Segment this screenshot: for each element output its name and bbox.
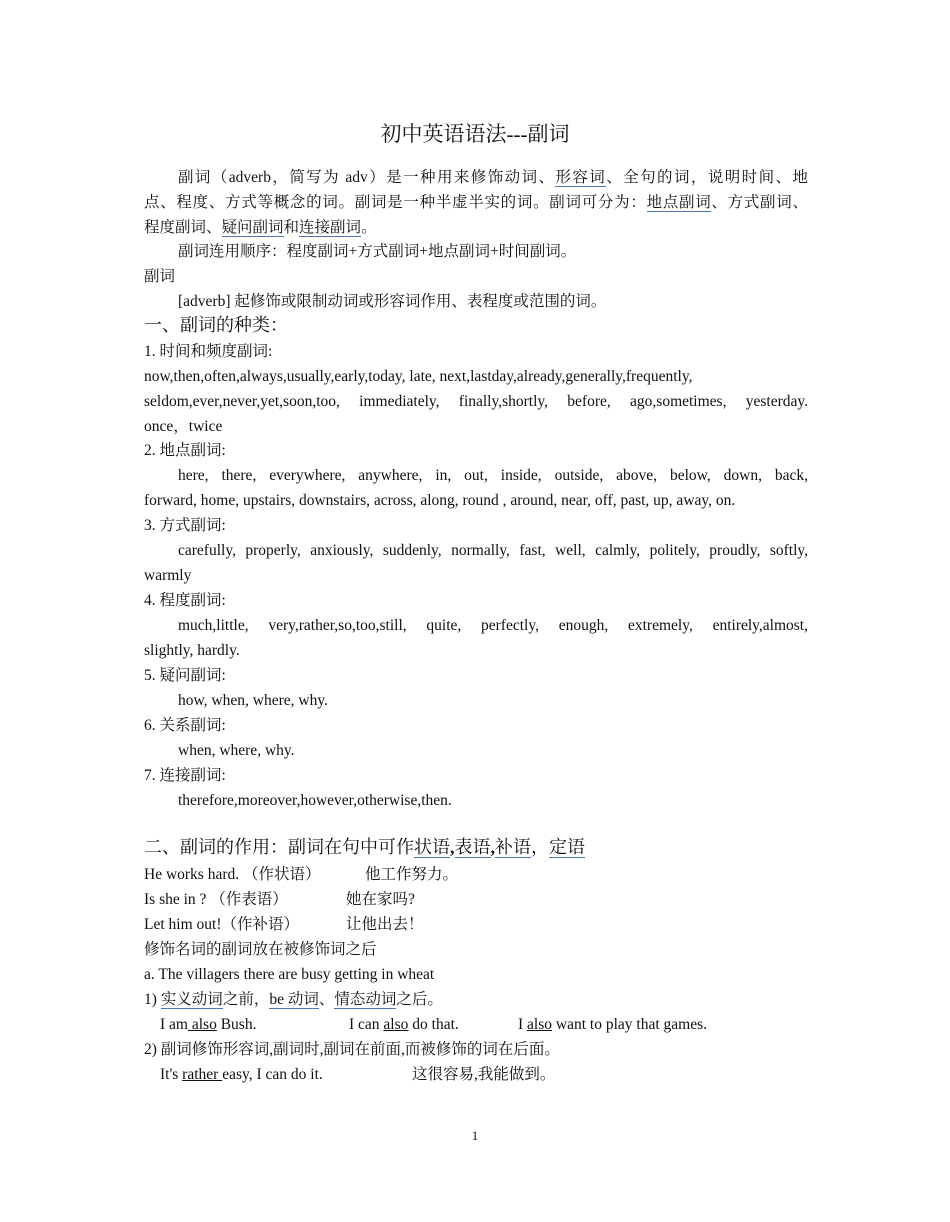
category-6-line-1: when, where, why.	[178, 742, 295, 759]
underlined-word: rather	[182, 1066, 223, 1083]
link-modal-verb[interactable]: 情态动词	[334, 991, 397, 1008]
example-english: He works hard. （作状语）	[144, 866, 321, 883]
category-1-label: 1. 时间和频度副词:	[144, 343, 273, 360]
text: 二、副词的作用：副词在句中可作	[144, 837, 414, 857]
example-2	[144, 890, 808, 910]
document-title: 初中英语语法---副词	[380, 122, 570, 146]
underlined-word: also	[187, 1016, 217, 1033]
link-notional-verb[interactable]: 实义动词	[160, 991, 223, 1008]
text: do that.	[408, 1016, 459, 1033]
text: 之前，	[222, 991, 270, 1008]
text: ,	[490, 837, 495, 857]
text: 点、程度、方式等概念的词。副词是一种半虚半实的词。副词可分为：	[144, 194, 647, 211]
example-sentence-1	[160, 1015, 256, 1035]
category-3-line-2: warmly	[144, 567, 192, 584]
text: 、方式副词、	[711, 194, 808, 211]
text: 、	[318, 991, 335, 1008]
category-5-label: 5. 疑问副词:	[144, 667, 226, 684]
text: I	[518, 1016, 528, 1033]
section2-heading	[144, 837, 808, 857]
text: 之后。	[396, 991, 443, 1008]
category-2-label: 2. 地点副词:	[144, 442, 226, 459]
example-1	[144, 865, 808, 885]
intro-line-1	[178, 168, 808, 188]
page-number: 1	[471, 1128, 479, 1143]
example-sentence-english	[160, 1065, 323, 1085]
category-1-line-2: seldom,ever,never,yet,soon,too, immediately, finally,shortly, before, ago,sometimes, yesterday.	[144, 393, 808, 410]
category-6-label: 6. 关系副词:	[144, 717, 226, 734]
category-4-line-1: much,little, very,rather,so,too,still, quite, perfectly, enough, extremely, entirely,almost,	[178, 617, 808, 634]
underlined-word: also	[527, 1016, 553, 1033]
link-place-adverb[interactable]: 地点副词	[646, 194, 712, 211]
text: ,	[450, 837, 455, 857]
example-sentence-chinese: 这很容易,我能做到。	[412, 1066, 556, 1083]
category-3-label: 3. 方式副词:	[144, 517, 226, 534]
link-attributive[interactable]: 定语	[549, 837, 585, 857]
text: easy, I can do it.	[222, 1066, 323, 1083]
example-english: Let him out!（作补语）	[144, 916, 299, 933]
text: 程度副词、	[144, 219, 222, 236]
text: ，	[531, 837, 549, 857]
text: want to play that games.	[552, 1016, 707, 1033]
category-7-line-1: therefore,moreover,however,otherwise,then.	[178, 792, 452, 809]
postposition-note: 修饰名词的副词放在被修饰词之后	[144, 941, 377, 958]
link-complement[interactable]: 补语	[495, 837, 531, 857]
text: 、全句的词，说明时间、地	[606, 169, 808, 186]
term-word: 副词	[144, 268, 176, 285]
adverb-order: 副词连用顺序：程度副词+方式副词+地点副词+时间副词。	[178, 243, 577, 260]
category-3-line-1: carefully, properly, anxiously, suddenly, normally, fast, well, calmly, politely, proudly, softly,	[178, 542, 808, 559]
example-chinese: 他工作努力。	[365, 866, 459, 883]
text: 。	[361, 219, 377, 236]
text: I am	[160, 1016, 188, 1033]
term-definition: [adverb] 起修饰或限制动词或形容词作用、表程度或范围的词。	[178, 293, 607, 310]
category-1-line-1: now,then,often,always,usually,early,today, late, next,lastday,already,generally,frequently,	[144, 368, 693, 385]
category-1-line-3: once，twice	[144, 418, 223, 435]
example-3	[144, 915, 808, 935]
category-4-line-2: slightly, hardly.	[144, 642, 240, 659]
link-adjective[interactable]: 形容词	[555, 169, 607, 186]
link-predicative[interactable]: 表语	[454, 837, 491, 857]
section1-heading: 一、副词的种类：	[144, 315, 288, 335]
link-conjunctive-adverb[interactable]: 连接副词	[299, 219, 362, 236]
example-chinese: 让他出去！	[346, 916, 424, 933]
category-2-line-2: forward, home, upstairs, downstairs, across, along, round , around, near, off, past, up, away, on.	[144, 492, 736, 509]
text: Bush.	[216, 1016, 257, 1033]
text: It's	[160, 1066, 183, 1083]
rule-1	[144, 990, 808, 1010]
category-7-label: 7. 连接副词:	[144, 767, 226, 784]
text: 和	[283, 219, 300, 236]
example-sentence-2	[349, 1015, 459, 1035]
example-english: Is she in ? （作表语）	[144, 891, 288, 908]
underlined-word: also	[383, 1016, 409, 1033]
link-adverbial[interactable]: 状语	[414, 837, 450, 857]
category-4-label: 4. 程度副词:	[144, 592, 226, 609]
text: 1)	[144, 991, 161, 1008]
rule-2: 2) 副词修饰形容词,副词时,副词在前面,而被修饰的词在后面。	[144, 1041, 560, 1058]
intro-line-2	[144, 193, 808, 213]
link-interrogative-adverb[interactable]: 疑问副词	[221, 219, 284, 236]
text: I can	[349, 1016, 384, 1033]
example-chinese: 她在家吗?	[346, 891, 415, 908]
text: 副词（adverb，简写为 adv）是一种用来修饰动词、	[178, 169, 556, 186]
example-sentence-3	[518, 1015, 707, 1035]
link-be-verb[interactable]: be 动词	[269, 991, 319, 1008]
category-5-line-1: how, when, where, why.	[178, 692, 328, 709]
category-2-line-1: here, there, everywhere, anywhere, in, out, inside, outside, above, below, down, back,	[178, 467, 808, 484]
example-a: a. The villagers there are busy getting in wheat	[144, 966, 435, 983]
intro-line-3	[144, 218, 808, 238]
